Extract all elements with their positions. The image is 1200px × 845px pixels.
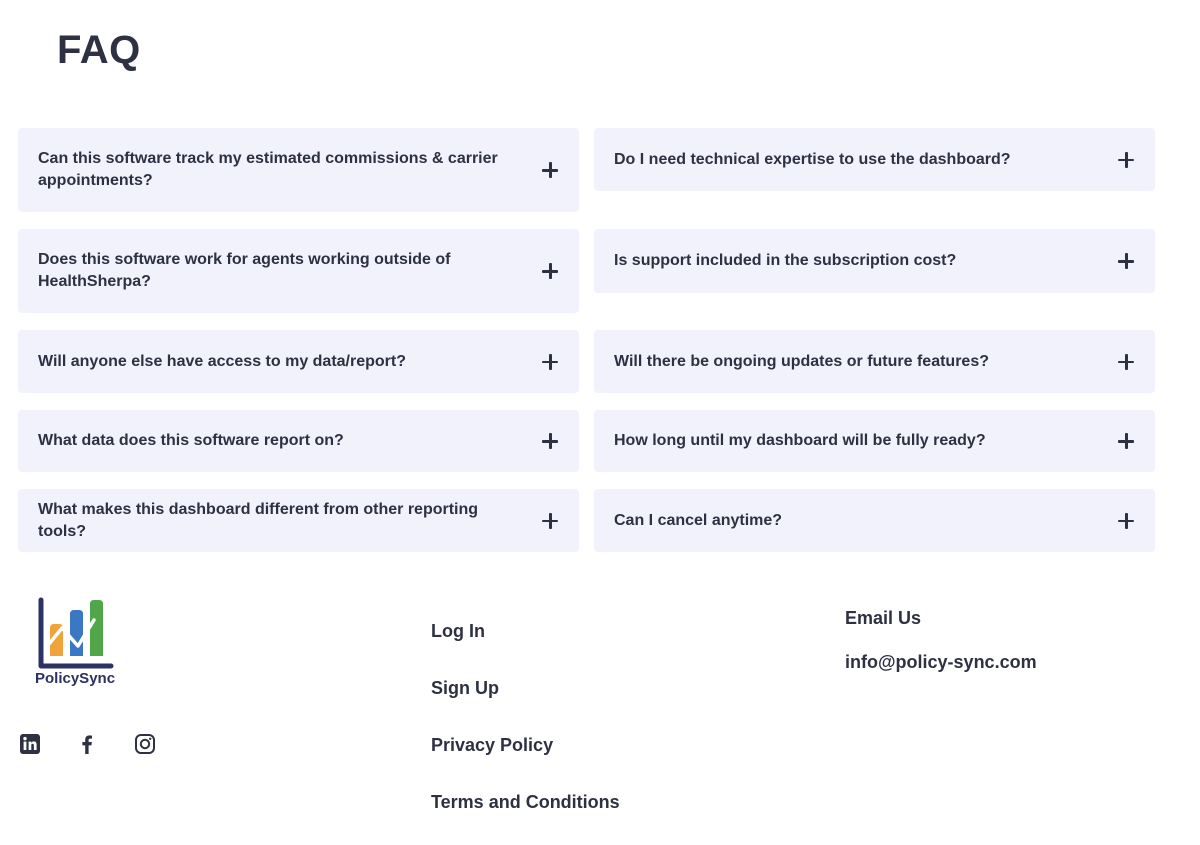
faq-question: Is support included in the subscription cost? bbox=[614, 252, 957, 269]
faq-item[interactable] bbox=[594, 489, 1155, 552]
email-us-heading: Email Us bbox=[845, 608, 922, 628]
plus-icon[interactable] bbox=[1117, 151, 1135, 169]
faq-item[interactable] bbox=[594, 229, 1155, 293]
faq-item[interactable] bbox=[18, 330, 579, 393]
faq-question: Will anyone else have access to my data/report? bbox=[38, 352, 406, 370]
terms-link[interactable]: Terms and Conditions bbox=[431, 792, 620, 812]
plus-icon[interactable] bbox=[541, 262, 559, 280]
linkedin-icon[interactable] bbox=[19, 733, 41, 755]
faq-question: Will there be ongoing updates or future features? bbox=[614, 352, 989, 370]
faq-question: How long until my dashboard will be fully ready? bbox=[614, 432, 986, 449]
faq-item[interactable] bbox=[594, 410, 1155, 472]
facebook-icon[interactable] bbox=[76, 733, 98, 755]
faq-question: What data does this software report on? bbox=[38, 432, 344, 449]
faq-item[interactable] bbox=[18, 489, 579, 552]
plus-icon[interactable] bbox=[541, 353, 559, 371]
faq-item[interactable] bbox=[18, 128, 579, 212]
faq-question: Can I cancel anytime? bbox=[614, 511, 783, 529]
plus-icon[interactable] bbox=[541, 512, 559, 530]
faq-title: FAQ bbox=[57, 28, 141, 72]
faq-item[interactable] bbox=[18, 410, 579, 472]
plus-icon[interactable] bbox=[1117, 353, 1135, 371]
brand-name: PolicySync bbox=[35, 670, 116, 687]
plus-icon[interactable] bbox=[541, 161, 559, 179]
faq-item[interactable] bbox=[594, 128, 1155, 191]
privacy-policy-link[interactable]: Privacy Policy bbox=[431, 735, 554, 755]
instagram-icon[interactable] bbox=[134, 733, 156, 755]
email-link[interactable]: info@policy-sync.com bbox=[845, 652, 1037, 672]
plus-icon[interactable] bbox=[1117, 512, 1135, 530]
faq-item[interactable] bbox=[594, 330, 1155, 393]
faq-question: Does this software work for agents working outside of HealthSherpa? bbox=[38, 251, 451, 290]
faq-question: Can this software track my estimated commissions & carrier appointments? bbox=[38, 150, 498, 189]
plus-icon[interactable] bbox=[541, 432, 559, 450]
signup-link[interactable]: Sign Up bbox=[431, 678, 499, 698]
faq-question: What makes this dashboard different from other reporting tools? bbox=[38, 500, 479, 540]
plus-icon[interactable] bbox=[1117, 432, 1135, 450]
plus-icon[interactable] bbox=[1117, 252, 1135, 270]
faq-question: Do I need technical expertise to use the dashboard? bbox=[614, 150, 1011, 168]
faq-item[interactable] bbox=[18, 229, 579, 313]
login-link[interactable]: Log In bbox=[431, 621, 485, 641]
